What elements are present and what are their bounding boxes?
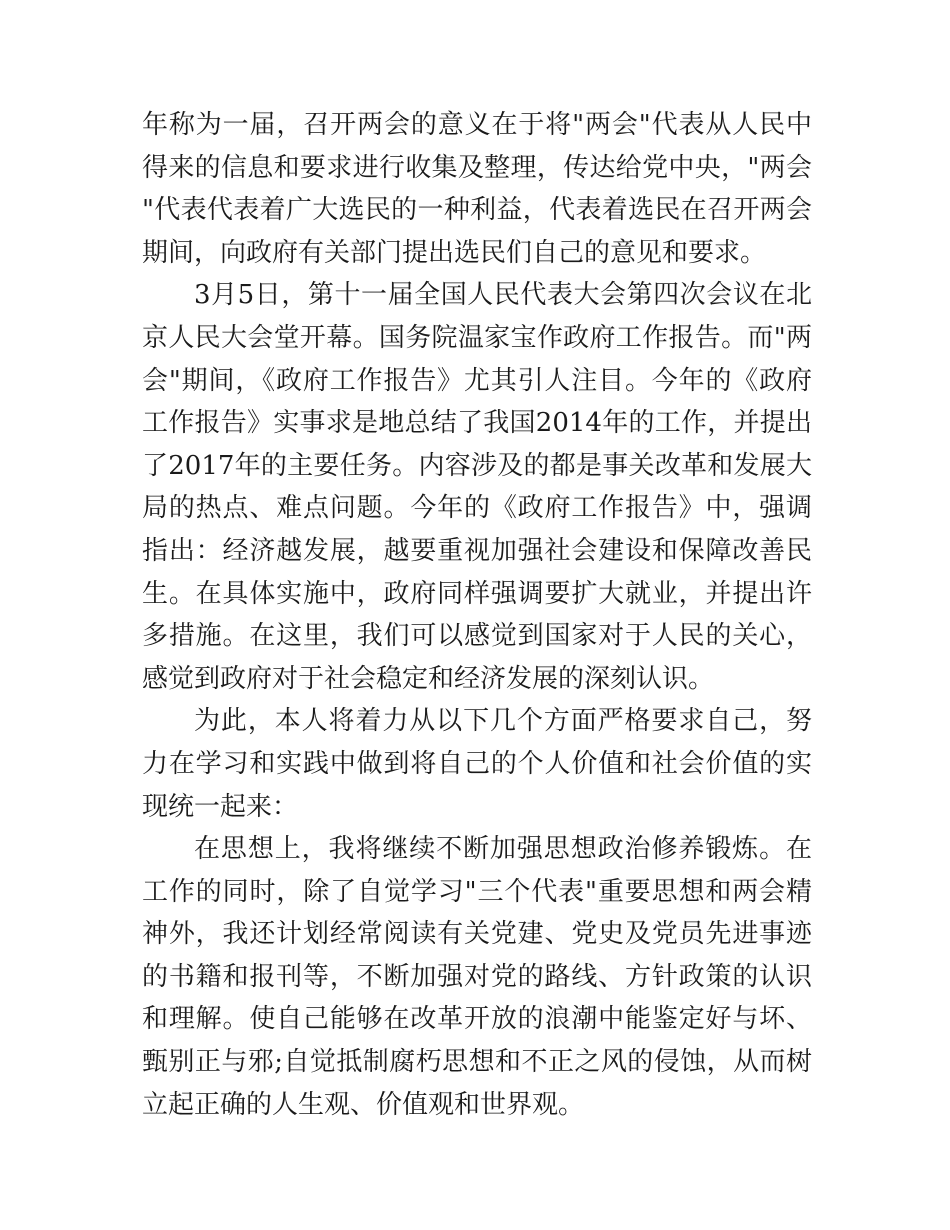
paragraph-4: 在思想上，我将继续不断加强思想政治修养锻炼。在工作的同时，除了自觉学习"三个代表"重要思想和两会精神外，我还计划经常阅读有关党建、党史及党员先进事迹的书籍和报刊等，不断加强对党的路线、方针政策的认识和理解。使自己能够在改革开放的浪潮中能鉴定好与坏、甄别正与邪;自觉抵制腐朽思想和不正之风的侵蚀，从而树立起正确的人生观、价值观和世界观。 — [142, 834, 812, 1120]
paragraph-1: 年称为一届，召开两会的意义在于将"两会"代表从人民中得来的信息和要求进行收集及整理，传达给党中央，"两会"代表代表着广大选民的一种利益，代表着选民在召开两会期间，向政府有关部门提出选民们自己的意见和要求。 — [142, 110, 812, 268]
document-body — [142, 104, 812, 1126]
paragraph-2: 3月5日，第十一届全国人民代表大会第四次会议在北京人民大会堂开幕。国务院温家宝作政府工作报告。而"两会"期间，《政府工作报告》尤其引人注目。今年的《政府工作报告》实事求是地总结了我国2014年的工作，并提出了2017年的主要任务。内容涉及的都是事关改革和发展大局的热点、难点问题。今年的《政府工作报告》中，强调指出：经济越发展，越要重视加强社会建设和保障改善民生。在具体实施中，政府同样强调要扩大就业，并提出许多措施。在这里，我们可以感觉到国家对于人民的关心，感觉到政府对于社会稳定和经济发展的深刻认识。 — [142, 280, 812, 694]
paragraph-3: 为此，本人将着力从以下几个方面严格要求自己，努力在学习和实践中做到将自己的个人价值和社会价值的实现统一起来： — [142, 706, 812, 822]
